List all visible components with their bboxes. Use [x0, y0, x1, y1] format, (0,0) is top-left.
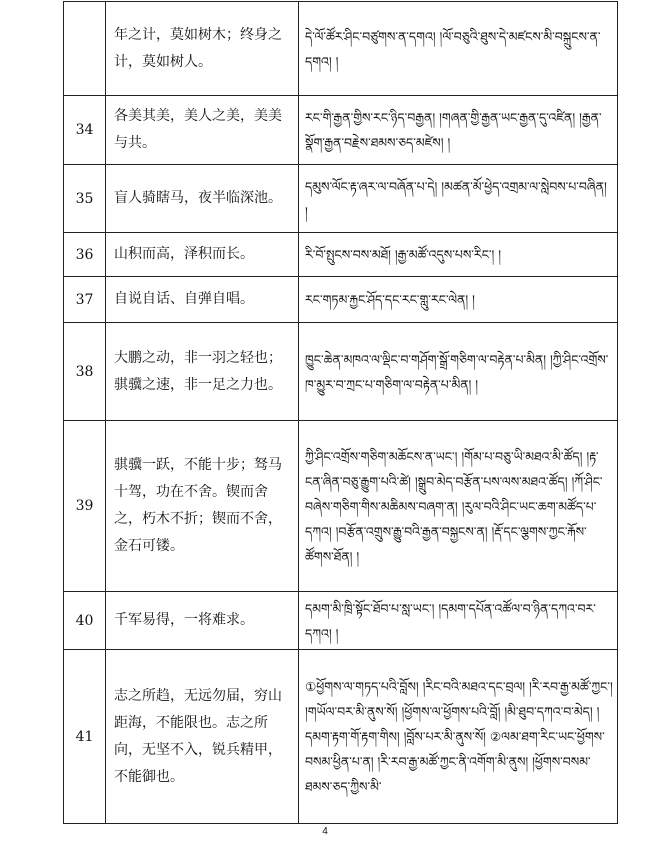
- table-row: [64, 421, 618, 592]
- chinese-text: 千军易得，一将难求。: [106, 592, 299, 650]
- row-number: 38: [64, 323, 106, 421]
- proverb-table: [63, 1, 618, 824]
- row-number: [64, 2, 106, 96]
- table-row: [64, 233, 618, 277]
- table-row: [64, 323, 618, 421]
- tibetan-text: རང་གཏམ་རྐྱང་ཤོད་དང་རང་གླུ་རང་ལེན། །: [299, 277, 618, 323]
- row-number: 39: [64, 421, 106, 592]
- row-number: 41: [64, 650, 106, 824]
- chinese-text: 盲人骑瞎马，夜半临深池。: [106, 165, 299, 233]
- row-number: 35: [64, 165, 106, 233]
- table-row: [64, 650, 618, 824]
- chinese-text: 志之所趋，无远勿届，穷山距海，不能限也。志之所向，无坚不入，锐兵精甲，不能御也。: [106, 650, 299, 824]
- tibetan-text: དམུས་ལོང་རྟ་ཞར་ལ་བཞོན་པ་དེ། །མཚན་མོ་ཕྱེད་འགྲམ་ལ་སླེབས་པ་བཞིན། །: [299, 165, 618, 233]
- chinese-text: 年之计，莫如树木；终身之计，莫如树人。: [106, 2, 299, 96]
- table-row: [64, 96, 618, 165]
- chinese-text: 大鹏之动，非一羽之轻也；骐骥之速，非一足之力也。: [106, 323, 299, 421]
- tibetan-text: ཁྱུང་ཆེན་མཁའ་ལ་ལྡིང་བ་གཤོག་སྒྲོ་གཅིག་ལ་བརྟེན་པ་མིན། །ཀྱི་ཤིང་འགྲོས་ཁ་མྱུར་བ་ཀྲང་པ་གཅིག་ལ་བརྟེན་པ་མིན། །: [299, 323, 618, 421]
- chinese-text: 骐骥一跃，不能十步；驽马十驾，功在不舍。锲而舍之，朽木不折；锲而不舍，金石可镂。: [106, 421, 299, 592]
- row-number: 40: [64, 592, 106, 650]
- tibetan-text: རི་བོ་སྤུངས་བས་མཐོ། །རྒྱ་མཚོ་འདུས་པས་རིང་། །: [299, 233, 618, 277]
- tibetan-text: ①ཕྱོགས་ལ་གཏད་པའི་བློས། །རིང་བའི་མཐའ་དང་བྲལ། །རི་རབ་རྒྱ་མཚོ་ཀྱང་། །གཡོལ་བར་མི་ནུས་སོ། །ཕྱོགས་ལ་ཕྱོགས་པའི་བློ། །མི་ཐུབ་དཀའ་བ་མེད། །དམག་རྟག་གོ་རྟག་གིས། །བློས་པར་མི་ནུས་སོ། ②ལམ་ཐག་རིང་ཡང་ཕྱོགས་བསམ་ཕྱིན་པ་ན། །རི་རབ་རྒྱ་མཚོ་ཀྱང་ནི་འགོག་མི་ནུས། །ཕྱོགས་བསམ་ཐམས་ཅད་ཀྱིས་མི་: [299, 650, 618, 824]
- tibetan-text: ཀྱི་ཤིང་འགྲོས་གཅིག་མཆོངས་ན་ཡང་། །གོམ་པ་བཅུ་ཡི་མཐའ་མི་ཚོད། །རྟ་ངན་ཞིན་བཅུ་རྒྱུག་པའི་ཚེ། །སྒྲུབ་མེད་བརྩོན་པས་ལས་མཐའ་ཚོད། །ཀོ་ཤིང་བཞེས་གཅིག་གིས་མཆིམས་བཞག་ན། །རུལ་བའི་ཤིང་ཡང་ཆག་མཚོད་པ་དཀའ། །བརྩོན་འགྲུས་རྒྱུ་བའི་རྒྱན་བསྐྱངས་ན། །རྡོ་དང་ལྕགས་ཀྱང་རྐོས་ཚོགས་ཐོན། །: [299, 421, 618, 592]
- table-row: [64, 165, 618, 233]
- table-row: [64, 277, 618, 323]
- chinese-text: 各美其美，美人之美，美美与共。: [106, 96, 299, 165]
- chinese-text: 自说自话、自弹自唱。: [106, 277, 299, 323]
- table-row: [64, 2, 618, 96]
- page-number: 4: [322, 826, 328, 837]
- chinese-text: 山积而高，泽积而长。: [106, 233, 299, 277]
- row-number: 37: [64, 277, 106, 323]
- tibetan-text: རང་གི་རྒྱན་གྱིས་རང་ཉིད་བརྒྱན། །གཞན་གྱི་རྒྱན་ཡང་རྒྱན་དུ་འཛིན། །རྒྱན་སྣོག་རྒྱན་བརྗེས་ཐམས་ཅད་མཛེས། །: [299, 96, 618, 165]
- row-number: 34: [64, 96, 106, 165]
- tibetan-text: དེ་ལོ་ཚོར་ཤིང་བཙུགས་ན་དགའ། །ལོ་བཅུའི་ཐུས་དེ་མཛངས་མི་བསྐྲུངས་ན་དགའ། །: [299, 2, 618, 96]
- table-row: [64, 592, 618, 650]
- tibetan-text: དམག་མི་ཁྲི་སྟོང་ཐོབ་པ་སླ་ཡང་། །དམག་དཔོན་འཚོལ་བ་ཉིན་དཀའ་བར་དཀའ། །: [299, 592, 618, 650]
- row-number: 36: [64, 233, 106, 277]
